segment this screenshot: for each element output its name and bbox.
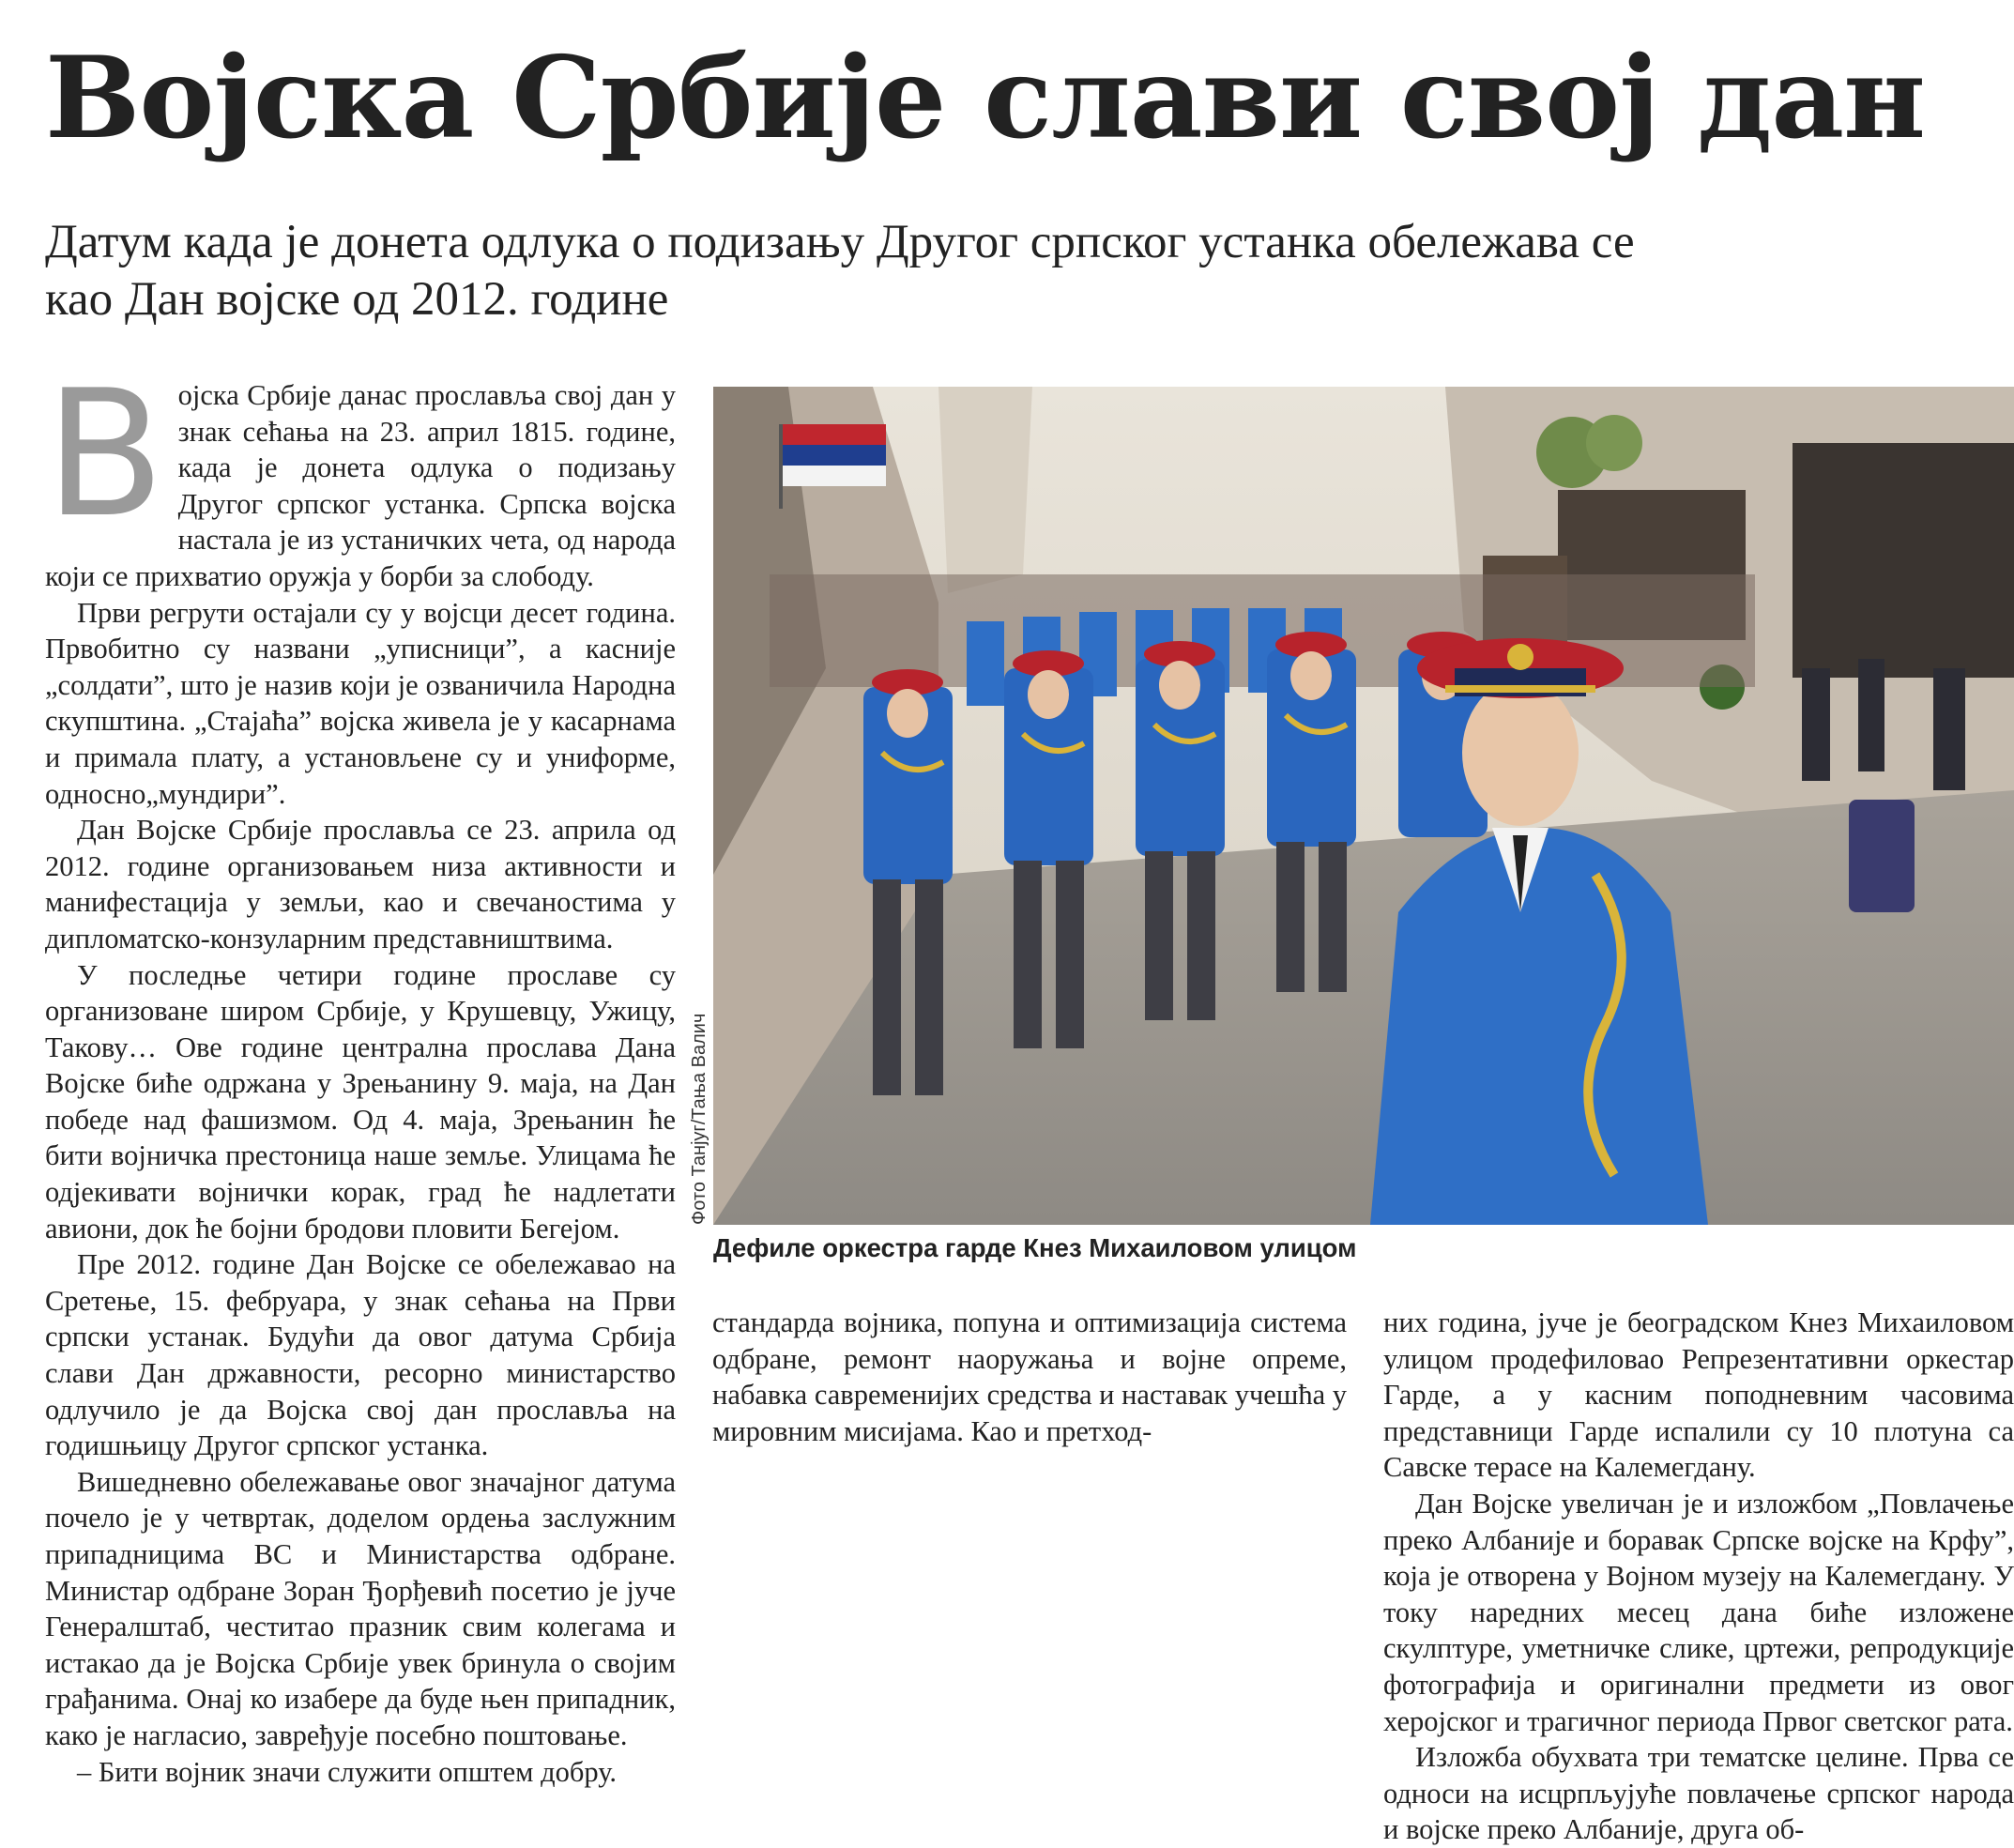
article-column-2 [712,1305,1347,1449]
article-paragraph: У последње четири године прославе су организоване широм Србије, у Крушевцу, Ужицу, Такову… Ове године централна прослава Дана Војске биће одржана у Зрењанину 9. маја, на Дан победе над фашизмом. Од 4. маја, Зрењанин ће бити војничка престоница наше земље. Улицама ће одјекивати војнички корак, град ће надлетати авиони, док ће бојни бродови пловити Бегејом. [45,958,676,1245]
article-paragraph: Вишедневно обележавање овог значајног датума почело је у четвртак, доделом ордења заслужним припадницима ВС и Министарства одбране. Министар одбране Зоран Ђорђевић посетио је јуче Генералштаб, честитао празник свим колегама и истакао да је Војска Србије увек бринула о својим грађанима. Онај ко изабере да буде њен припадник, како је нагласио, завређује посебно поштовање. [45,1465,676,1751]
drop-cap: В [45,352,165,556]
article-paragraph: Изложба обухвата три тематске целине. Прва се односи на исцрпљујуће повлачење српског народа и војске преко Албаније, друга об- [1383,1741,2014,1846]
serbian-flag-white [783,466,886,486]
article-paragraph: Војска Србије данас прославља свој дан у знак сећања на 23. април 1815. године, када је донета одлука о подизању Другог српског устанка. Српска војска настала је из устаничких чета, од народа који се прихватио оружја у борби за слободу. [45,352,676,592]
street-tree [1586,415,1642,471]
article-column-3 [1383,1305,2014,1848]
article-paragraph: Дан Војске Србије прославља се 23. априла од 2012. године организовањем низа активности и манифестација у земљи, као и свечаностима у дипломатско-конзуларним представништвима. [45,814,676,955]
article-paragraph: них година, јуче је београдском Кнез Михаиловом улицом продефиловао Репрезентативни оркестар Гарде, а у касним поподневним часовима представници Гарде испалили су 10 плотуна са Савске терасе на Калемегдану. [1383,1306,2014,1484]
flag-pole [779,424,783,509]
center-building [938,387,1032,593]
shop-window [1793,443,2014,678]
serbian-flag-red [783,424,886,445]
headline: Војска Србије слави свој дан [45,32,1925,164]
article-paragraph: Дан Војске увеличан је и изложбом „Повлачење преко Албаније и боравак Српске војске на Крфу”, која је отворена у Војном музеју на Калемегдану. У току наредних месец дана биће изложене скулптуре, уметничке слике, цртежи, репродукције фотографија и оригинални предмети из овог херојског и трагичног периода Првог светског рата. [1383,1487,2014,1737]
article-paragraph: стандарда војника, попуна и оптимизација система одбране, ремонт наоружања и војне опреме, набавка савременијих средства и наставак учешћа у мировним мисијама. Као и претход- [712,1306,1347,1447]
suitcase [1849,800,1915,912]
photo-credit: Фото Танјуг/Тања Валич [689,1013,709,1225]
parade-photo [713,387,2014,1225]
photo-caption: Дефиле оркестра гарде Кнез Михаиловом улицом [713,1233,1357,1262]
article-paragraph: Први регрути остајали су у војсци десет година. Првобитно су названи „уписници”, а касније „солдати”, што је назив који је озваничила Народна скупштина. „Стајаћа” војска живела је у касарнама и примала плату, а установљене су и униформе, односно„мундири”. [45,596,676,810]
article-paragraph: – Бити војник значи служити општем добру. [77,1755,618,1788]
pedestrians [1802,659,1965,790]
subheadline: Датум када је донета одлука о подизању Другог српског устанка обележава се као Дан војске од 2012. године [45,216,1635,326]
serbian-flag-blue [783,445,886,466]
article-paragraph: Пре 2012. године Дан Војске се обележавао на Сретење, 15. фебруара, у знак сећања на Први српски устанак. Будући да овог датума Србија слави Дан државности, ресорно министарство одлучило је да Војска свој дан прославља на годишњицу Другог српског устанка. [45,1248,676,1462]
article-column-1 [45,352,676,1790]
